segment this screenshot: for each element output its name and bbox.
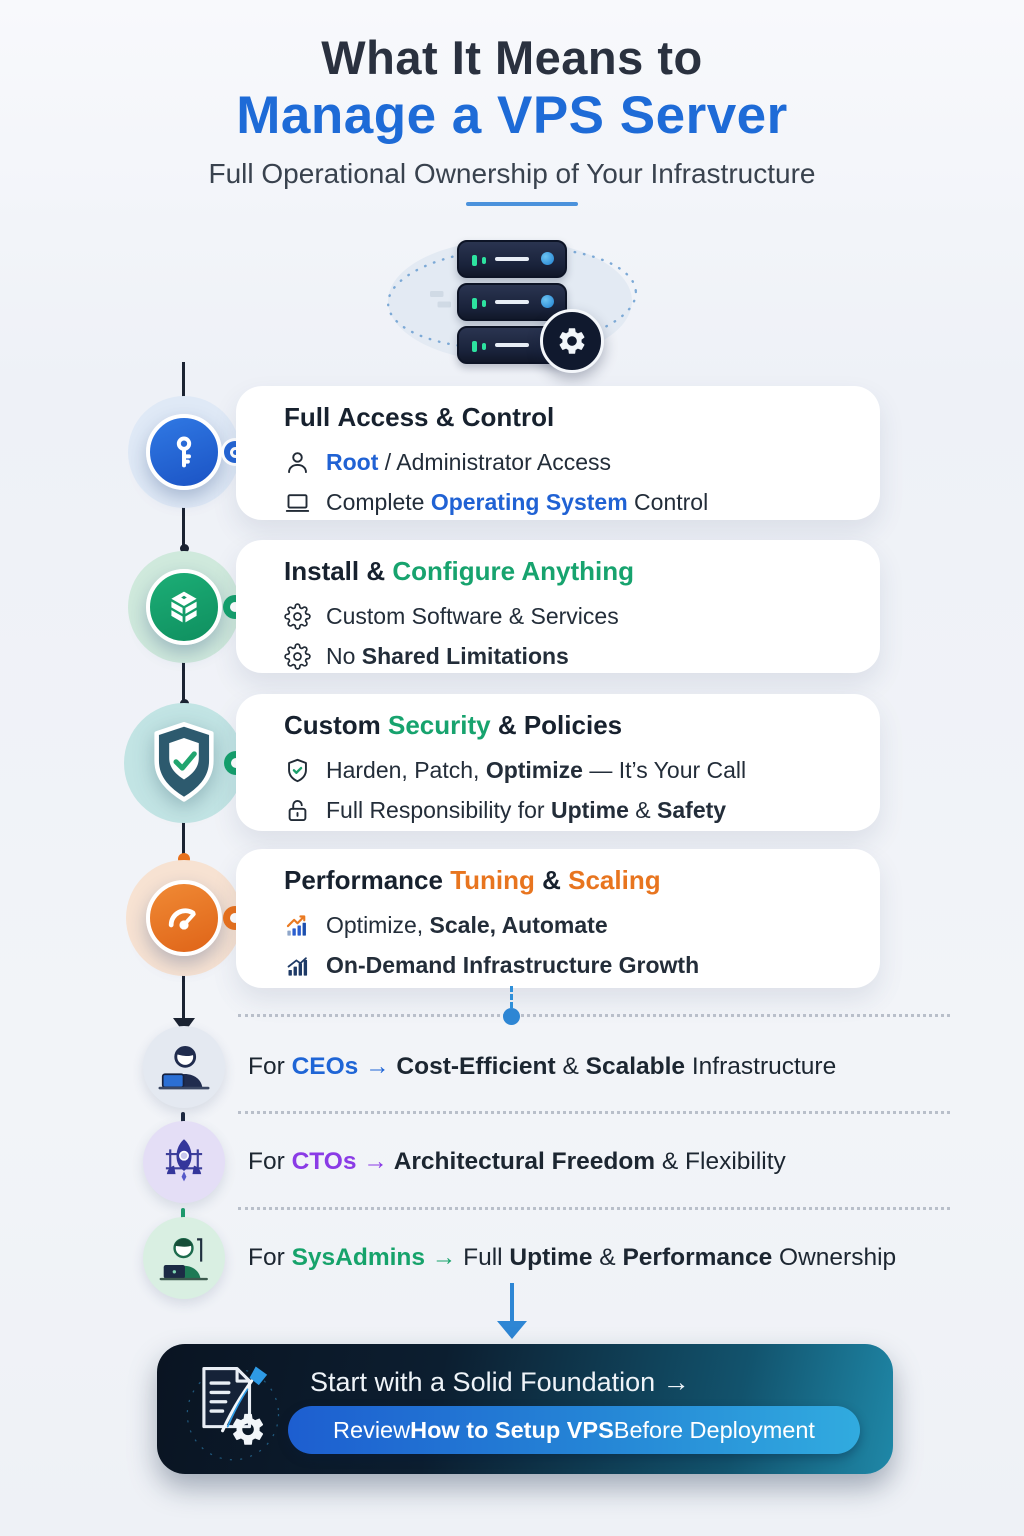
card-full-access-control xyxy=(236,386,880,520)
server-status-dot xyxy=(541,252,554,265)
divider-blue-dot xyxy=(503,1008,520,1025)
sysadmin-at-laptop-icon xyxy=(155,1229,213,1287)
card-heading: Full Access & Control xyxy=(284,402,555,432)
card-custom-security xyxy=(236,694,880,831)
server-status-dot xyxy=(541,295,554,308)
key-node xyxy=(146,414,222,490)
server-slot xyxy=(495,257,529,261)
card-row-text: Custom Software & Services xyxy=(326,602,619,629)
server-slot xyxy=(495,300,529,304)
card-row xyxy=(284,790,850,830)
card-row-text: Root / Administrator Access xyxy=(326,448,612,475)
page-title-line1: What It Means to xyxy=(321,31,703,84)
card-heading: Custom Security & Policies xyxy=(284,710,623,740)
card-row xyxy=(284,636,850,676)
gear-icon xyxy=(284,643,311,670)
card-row-text: On-Demand Infrastructure Growth xyxy=(326,951,700,978)
led-light xyxy=(482,343,486,350)
card-row-text: Optimize, Scale, Automate xyxy=(326,911,608,938)
page-subtitle: Full Operational Ownership of Your Infrastructure xyxy=(208,158,816,189)
audience-row-sysadmin: For SysAdmins → Full Uptime & Performance Ownership xyxy=(248,1244,897,1271)
subtitle-underline xyxy=(466,202,578,206)
lock-icon xyxy=(284,797,311,824)
dotted-divider xyxy=(238,1014,950,1017)
card-row-text: Full Responsibility for Uptime & Safety xyxy=(326,796,727,823)
card-row xyxy=(284,596,850,636)
gauge-node xyxy=(146,880,222,956)
ceo-avatar xyxy=(143,1026,225,1108)
card-performance-tuning xyxy=(236,849,880,988)
user-icon xyxy=(284,449,311,476)
faint-chart-icon xyxy=(424,282,460,318)
sysadmin-avatar xyxy=(143,1217,225,1299)
led-light xyxy=(482,257,486,264)
cto-avatar xyxy=(143,1121,225,1203)
package-icon xyxy=(163,586,205,628)
card-row xyxy=(284,482,850,522)
server-unit-2 xyxy=(457,283,567,321)
gear-icon xyxy=(556,325,588,357)
cta-review-button[interactable]: Review How to Setup VPS Before Deployment xyxy=(288,1406,860,1454)
laptop-icon xyxy=(284,489,311,516)
dashed-connector-vertical xyxy=(510,986,513,1008)
card-row-text: Complete Operating System Control xyxy=(326,488,709,515)
card-row-text: No Shared Limitations xyxy=(326,642,569,669)
led-light xyxy=(472,341,477,352)
cta-banner xyxy=(157,1344,893,1474)
card-row xyxy=(284,905,850,945)
ceo-at-laptop-icon xyxy=(155,1038,213,1096)
server-gear-badge xyxy=(540,309,604,373)
server-slot xyxy=(495,343,529,347)
dotted-divider xyxy=(238,1207,950,1210)
card-row xyxy=(284,750,850,790)
card-install-configure xyxy=(236,540,880,673)
cta-arrow-head xyxy=(497,1321,527,1339)
shield-check-icon xyxy=(284,757,311,784)
card-row-text: Harden, Patch, Optimize — It’s Your Call xyxy=(326,756,747,783)
gauge-icon xyxy=(162,896,206,940)
dotted-divider xyxy=(238,1111,950,1114)
audience-row-ceo: For CEOs → Cost-Efficient & Scalable Infrastructure xyxy=(248,1053,837,1080)
card-heading: Performance Tuning & Scaling xyxy=(284,865,661,895)
document-pen-gear-icon xyxy=(183,1352,287,1466)
server-unit-1 xyxy=(457,240,567,278)
shield-check-node xyxy=(147,722,221,804)
audience-row-cto: For CTOs → Architectural Freedom & Flexibility xyxy=(248,1148,786,1175)
card-row xyxy=(284,442,850,482)
gear-icon xyxy=(284,603,311,630)
card-heading: Install & Configure Anything xyxy=(284,556,635,586)
led-light xyxy=(472,255,477,266)
page-title-line2: Manage a VPS Server xyxy=(236,86,788,145)
rocket-icon xyxy=(155,1133,213,1191)
chart-up-icon xyxy=(284,912,311,939)
bar-chart-icon xyxy=(284,952,311,979)
led-light xyxy=(472,298,477,309)
led-light xyxy=(482,300,486,307)
card-row xyxy=(284,945,850,985)
package-node xyxy=(146,569,222,645)
cta-arrow-stem xyxy=(510,1283,514,1323)
cta-headline: Start with a Solid Foundation → xyxy=(310,1367,690,1397)
key-icon xyxy=(164,432,204,472)
